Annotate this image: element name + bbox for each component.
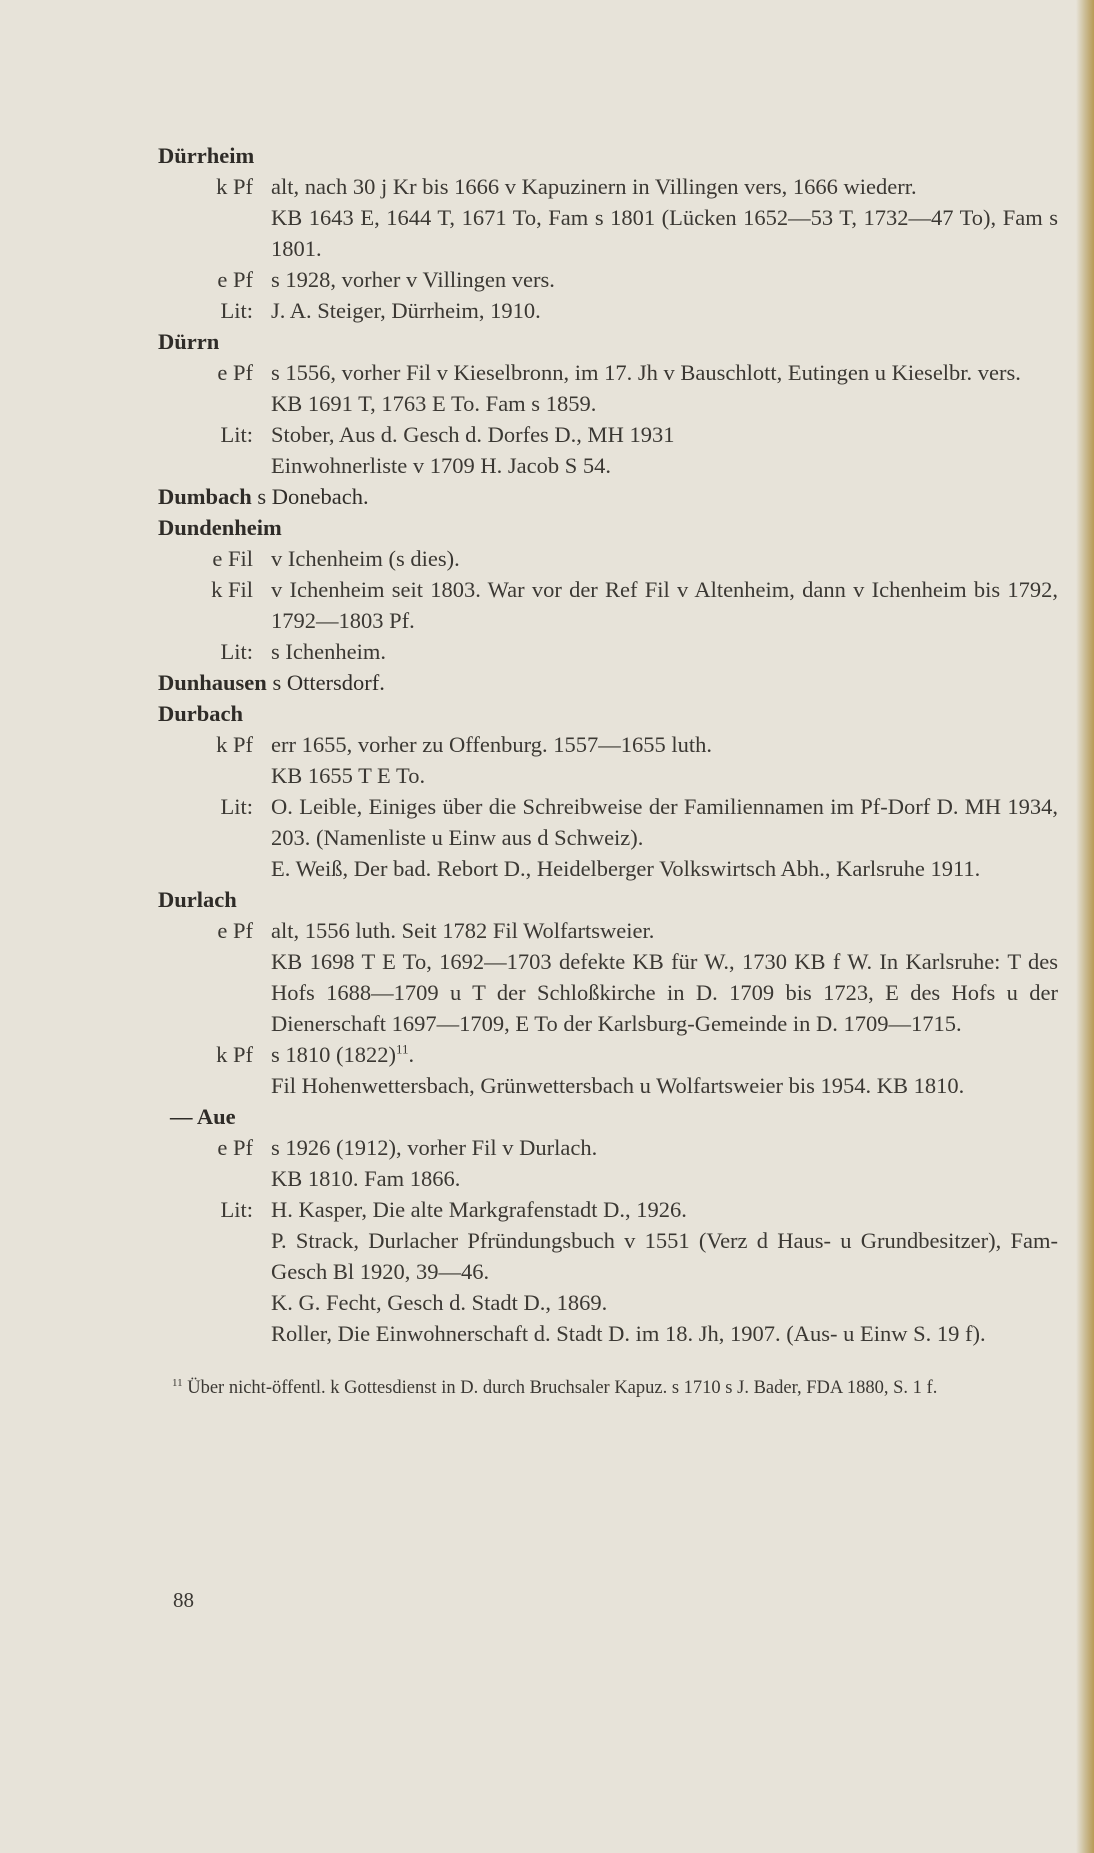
row-text-content: KB 1655 T E To. [271, 763, 426, 788]
row-text [271, 543, 1058, 574]
row-text [271, 1132, 1058, 1194]
row-label: Lit: [220, 422, 253, 447]
row-text [271, 729, 1058, 791]
page-number: 88 [173, 1588, 194, 1612]
row-text [271, 791, 1058, 884]
row-text-line [271, 388, 1058, 419]
row-text [271, 264, 1058, 295]
row-text [271, 1039, 1058, 1101]
row-text-content: Roller, Die Einwohnerschaft d. Stadt D. im 18. Jh, 1907. (Aus- u Einw S. 19 f). [271, 1321, 986, 1346]
row-text-content: K. G. Fecht, Gesch d. Stadt D., 1869. [271, 1290, 608, 1315]
entry-row [158, 1194, 1058, 1349]
row-text-content: J. A. Steiger, Dürrheim, 1910. [271, 298, 541, 323]
row-text-line [271, 1070, 1058, 1101]
row-text-content: s 1556, vorher Fil v Kieselbronn, im 17. Jh v Bauschlott, Eutingen u Kieselbr. vers. [271, 360, 1021, 385]
entry-heading [158, 481, 1058, 512]
row-label: e Fil [212, 546, 253, 571]
row-label: k Pf [216, 174, 253, 199]
row-text-line [271, 574, 1058, 636]
row-text-content: Fil Hohenwettersbach, Grünwettersbach u Wolfartsweier bis 1954. KB 1810. [271, 1073, 965, 1098]
entry-heading-reference: s Ottersdorf. [266, 670, 385, 695]
entry-row [158, 543, 1058, 574]
entry-row [158, 295, 1058, 326]
entry-row [158, 419, 1058, 481]
entry-row [158, 264, 1058, 295]
row-text [271, 357, 1058, 419]
entry-heading [158, 1101, 1058, 1132]
row-text-line: s 1810 $(1822)^{11}$. [271, 1041, 415, 1067]
row-text-content: KB 1691 T, 1763 E To. Fam s 1859. [271, 391, 597, 416]
row-label: e Pf [217, 360, 253, 385]
row-label: Lit: [220, 639, 253, 664]
entry-row [158, 915, 1058, 1039]
row-text-content: KB 1643 E, 1644 T, 1671 To, Fam s 1801 (Lücken 1652—53 T, 1732—47 To), Fam s 1801. [271, 205, 1058, 261]
entry-row [158, 636, 1058, 667]
row-text-line [271, 946, 1058, 1039]
footnote-marker: 11 [396, 1041, 409, 1057]
row-text [271, 295, 1058, 326]
entry-row [158, 791, 1058, 884]
row-text-line [271, 295, 1058, 326]
entry-row [158, 574, 1058, 636]
entry-heading-title: — Aue [170, 1104, 236, 1129]
row-text-line [271, 202, 1058, 264]
row-text-content: H. Kasper, Die alte Markgrafenstadt D., 1926. [271, 1197, 687, 1222]
row-text-content: s 1928, vorher v Villingen vers. [271, 267, 555, 292]
row-text-content: v Ichenheim seit 1803. War vor der Ref Fil v Altenheim, dann v Ichenheim bis 1792, 1792—1803 Pf. [271, 577, 1058, 633]
row-text-line [271, 729, 1058, 760]
row-text-line [271, 450, 1058, 481]
row-label: k Fil [211, 577, 253, 602]
row-text [271, 419, 1058, 481]
entry-heading [158, 512, 1058, 543]
row-label: k Pf [216, 1042, 253, 1067]
row-text-line [271, 915, 1058, 946]
footnote-text: Über nicht-öffentl. k Gottesdienst in D. durch Bruchsaler Kapuz. s 1710 s J. Bader, FDA 1880, S. 1 f. [182, 1378, 938, 1398]
row-label: Lit: [220, 1197, 253, 1222]
row-text [271, 574, 1058, 636]
row-label: Lit: [220, 794, 253, 819]
row-text-line [271, 264, 1058, 295]
row-text-content: s Ichenheim. [271, 639, 386, 664]
entry-row [158, 171, 1058, 264]
entry-heading [158, 326, 1058, 357]
entry-row [158, 357, 1058, 419]
row-text-line [271, 791, 1058, 853]
row-label: e Pf [217, 1135, 253, 1160]
row-text-line [271, 1318, 1058, 1349]
row-label: Lit: [220, 298, 253, 323]
footnote-number: 11 [172, 1376, 183, 1389]
entry-row [158, 1132, 1058, 1194]
entry-heading [158, 884, 1058, 915]
page-edge-shadow [1076, 0, 1094, 1853]
entry-heading-title: Dürrheim [158, 143, 255, 168]
row-text-content: err 1655, vorher zu Offenburg. 1557—1655 luth. [271, 732, 712, 757]
row-text [271, 171, 1058, 264]
row-text-content: E. Weiß, Der bad. Rebort D., Heidelberger Volkswirtsch Abh., Karlsruhe 1911. [271, 856, 981, 881]
row-text-content: O. Leible, Einiges über die Schreibweise der Familiennamen im Pf-Dorf D. MH 1934, 203. (Namenliste u Einw aus d Schweiz). [271, 794, 1058, 850]
row-text-content: KB 1810. Fam 1866. [271, 1166, 461, 1191]
row-label: e Pf [217, 267, 253, 292]
entry-row [158, 1039, 1058, 1101]
row-text [271, 636, 1058, 667]
entry-heading [158, 140, 1058, 171]
entry-heading-title: Dunhausen [158, 670, 267, 695]
entry-heading-title: Dürrn [158, 329, 220, 354]
document-page [158, 140, 1058, 1401]
row-text-line [271, 1132, 1058, 1163]
row-text [271, 915, 1058, 1039]
row-text-content: alt, 1556 luth. Seit 1782 Fil Wolfartsweier. [271, 918, 655, 943]
row-text-line [271, 1287, 1058, 1318]
row-text-line [271, 357, 1058, 388]
entry-heading [158, 698, 1058, 729]
row-text-content: P. Strack, Durlacher Pfründungsbuch v 1551 (Verz d Haus- u Grundbesitzer), Fam-Gesch Bl 1920, 39—46. [271, 1228, 1058, 1284]
row-text-line [271, 543, 1058, 574]
row-text-content: Stober, Aus d. Gesch d. Dorfes D., MH 1931 [271, 422, 675, 447]
row-text-line [271, 636, 1058, 667]
row-text-content: Einwohnerliste v 1709 H. Jacob S 54. [271, 453, 611, 478]
row-text-line [271, 1163, 1058, 1194]
entry-heading-title: Durbach [158, 701, 244, 726]
row-text [271, 1194, 1058, 1349]
row-text-content: alt, nach 30 j Kr bis 1666 v Kapuzinern in Villingen vers, 1666 wiederr. [271, 174, 917, 199]
row-text-line [271, 171, 1058, 202]
entry-row [158, 729, 1058, 791]
row-text-content: s 1810 (1822) [271, 1042, 396, 1067]
row-text-line [271, 1194, 1058, 1225]
row-text-line [271, 760, 1058, 791]
row-text-content: KB 1698 T E To, 1692—1703 defekte KB für W., 1730 KB f W. In Karlsruhe: T des Hofs 1688—1709 u T der Schloßkirche in D. 1709 bis 1723, E des Hofs u der Dienerschaft 1697—1709, E To der Karlsburg-Gemeinde in D. 1709—1715. [271, 949, 1058, 1036]
row-text-content: s 1926 (1912), vorher Fil v Durlach. [271, 1135, 598, 1160]
entry-heading-title: Durlach [158, 887, 237, 912]
entry-heading-title: Dundenheim [158, 515, 282, 540]
row-text-line [271, 853, 1058, 884]
row-text-content: v Ichenheim (s dies). [271, 546, 460, 571]
entry-heading-title: Dumbach [158, 484, 252, 509]
entry-heading-reference: s Donebach. [251, 484, 369, 509]
row-text-line [271, 1225, 1058, 1287]
row-label: e Pf [217, 918, 253, 943]
row-label: k Pf [216, 732, 253, 757]
entry-heading [158, 667, 1058, 698]
row-text-line [271, 419, 1058, 450]
footnote [158, 1375, 1058, 1401]
